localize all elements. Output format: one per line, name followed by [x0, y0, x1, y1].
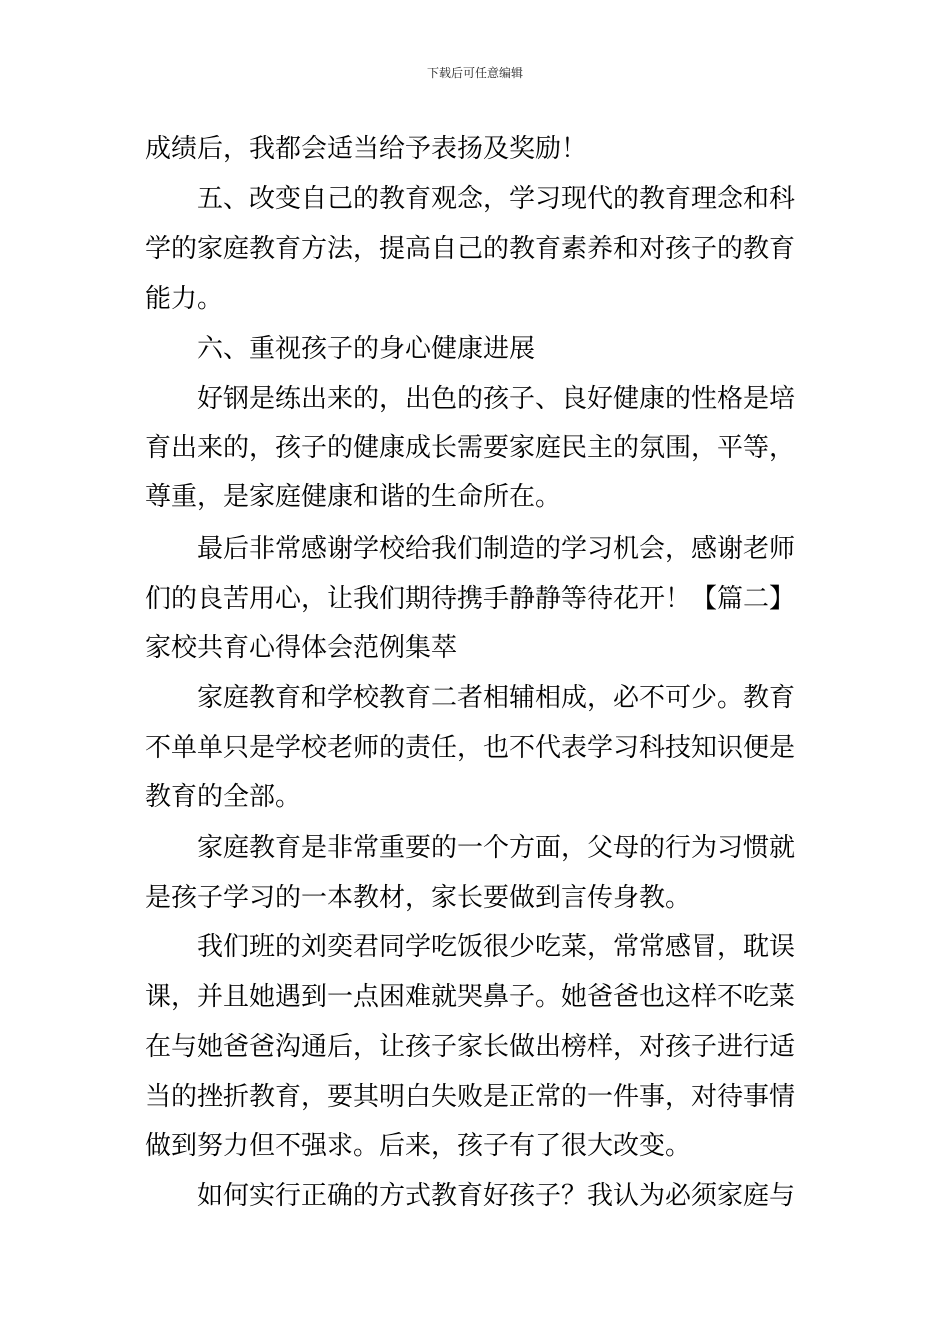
text-line: 育出来的，孩子的健康成长需要家庭民主的氛围，平等， — [145, 433, 796, 463]
text-line: 学的家庭教育方法，提高自己的教育素养和对孩子的教育 — [145, 234, 796, 264]
text-line: 六、重视孩子的身心健康进展 — [145, 334, 536, 364]
text-line: 们的良苦用心，让我们期待携手静静等待花开！【篇二】 — [145, 584, 796, 614]
text-line: 能力。 — [145, 284, 224, 314]
text-line: 不单单只是学校老师的责任，也不代表学习科技知识便是 — [145, 733, 796, 763]
text-line: 最后非常感谢学校给我们制造的学习机会，感谢老师 — [145, 534, 796, 564]
text-line: 是孩子学习的一本教材，家长要做到言传身教。 — [145, 883, 692, 913]
text-line: 在与她爸爸沟通后，让孩子家长做出榜样，对孩子进行适 — [145, 1032, 796, 1062]
text-line: 如何实行正确的方式教育好孩子？我认为必须家庭与 — [145, 1181, 796, 1211]
text-line: 课，并且她遇到一点困难就哭鼻子。她爸爸也这样不吃菜 — [145, 982, 796, 1012]
text-line: 做到努力但不强求。后来，孩子有了很大改变。 — [145, 1131, 692, 1161]
text-line: 家庭教育和学校教育二者相辅相成，必不可少。教育 — [145, 683, 796, 713]
text-line: 家校共育心得体会范例集萃 — [145, 633, 458, 663]
text-line: 教育的全部。 — [145, 782, 302, 812]
text-line: 好钢是练出来的，出色的孩子、良好健康的性格是培 — [145, 384, 796, 414]
text-line: 尊重，是家庭健康和谐的生命所在。 — [145, 482, 562, 512]
text-line: 成绩后，我都会适当给予表扬及奖励！ — [145, 134, 588, 164]
text-line: 当的挫折教育，要其明白失败是正常的一件事，对待事情 — [145, 1082, 796, 1112]
page-header: 下载后可任意编辑 — [426, 66, 523, 80]
text-line: 五、改变自己的教育观念，学习现代的教育理念和科 — [145, 184, 796, 214]
text-line: 家庭教育是非常重要的一个方面，父母的行为习惯就 — [145, 833, 796, 863]
text-line: 我们班的刘奕君同学吃饭很少吃菜，常常感冒，耽误 — [145, 932, 796, 962]
